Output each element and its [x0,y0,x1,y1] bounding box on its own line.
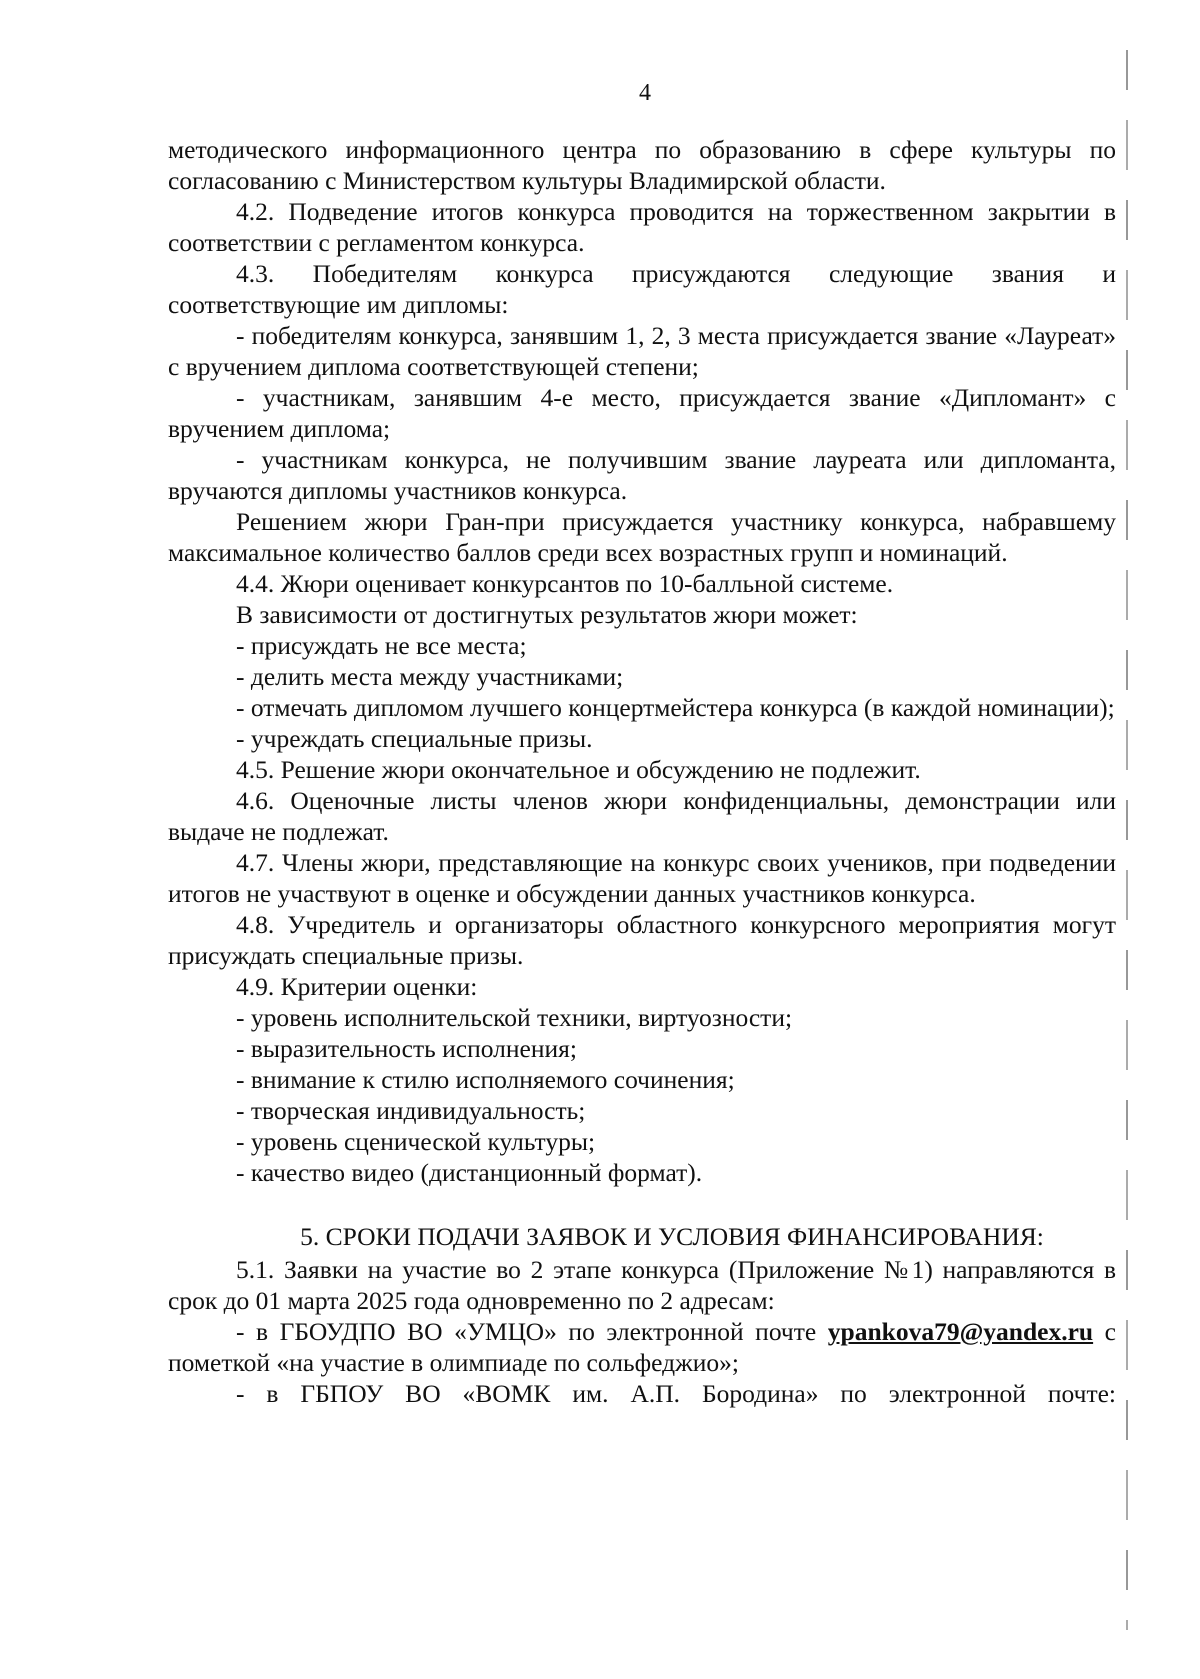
paragraph-4-3: 4.3. Победителям конкурса присуждаются следующие звания и соответствующие им дипломы: [168,259,1116,319]
paragraph-4-2: 4.2. Подведение итогов конкурса проводится на торжественном закрытии в соответствии с регламентом конкурса. [168,197,1116,257]
page-number: 4 [639,80,651,106]
paragraph-laureate: - победителям конкурса, занявшим 1, 2, 3 места присуждается звание «Лауреат» с вручением диплома соответствующей степени; [168,321,1116,381]
criteria-item: - уровень сценической культуры; [236,1127,596,1156]
scan-edge-artifact [1126,50,1128,1630]
paragraph-diplomant: - участникам, занявшим 4-е место, присуждается звание «Дипломант» с вручением диплома; [168,383,1116,443]
address-item-vomk: - в ГБПОУ ВО «ВОМК им. А.П. Бородина» по электронной почте: [236,1379,1116,1408]
paragraph-4-8: 4.8. Учредитель и организаторы областного конкурсного мероприятия могут присуждать специальные призы. [168,910,1116,970]
paragraph-4-7: 4.7. Члены жюри, представляющие на конкурс своих учеников, при подведении итогов не участвуют в оценке и обсуждении данных участников конкурса. [168,848,1116,908]
section-5-heading: 5. СРОКИ ПОДАЧИ ЗАЯВОК И УСЛОВИЯ ФИНАНСИРОВАНИЯ: [300,1222,1044,1251]
criteria-item: - внимание к стилю исполняемого сочинения; [236,1065,735,1094]
paragraph-5-1: 5.1. Заявки на участие во 2 этапе конкурса (Приложение №1) направляются в срок до 01 марта 2025 года одновременно по 2 адресам: [168,1255,1116,1315]
paragraph-4-9: 4.9. Критерии оценки: [236,972,478,1001]
document-body [168,134,1116,1409]
address-item-umco-suffix: с пометкой «на участие в олимпиаде по сольфеджио»; [168,1317,1116,1377]
criteria-item: - уровень исполнительской техники, виртуозности; [236,1003,793,1032]
paragraph-4-6: 4.6. Оценочные листы членов жюри конфиденциальны, демонстрации или выдаче не подлежат. [168,786,1116,846]
criteria-item: - творческая индивидуальность; [236,1096,586,1125]
criteria-item: - качество видео (дистанционный формат). [236,1158,703,1187]
paragraph-jury-may: В зависимости от достигнутых результатов жюри может: [236,600,858,629]
paragraph-4-4: 4.4. Жюри оценивает конкурсантов по 10-балльной системе. [236,569,894,598]
email-link[interactable]: ypankova79@yandex.ru [827,1317,1094,1346]
paragraph-continuation: методического информационного центра по образованию в сфере культуры по согласованию с Министерством культуры Владимирской области. [168,135,1116,195]
paragraph-4-5: 4.5. Решение жюри окончательное и обсуждению не подлежит. [236,755,921,784]
list-item-accompanist: - отмечать дипломом лучшего концертмейстера конкурса (в каждой номинации); [236,693,1115,722]
list-item-places: - присуждать не все места; [236,631,527,660]
criteria-item: - выразительность исполнения; [236,1034,577,1063]
list-item-special-prizes: - учреждать специальные призы. [236,724,593,753]
paragraph-grand-prix: Решением жюри Гран-при присуждается участнику конкурса, набравшему максимальное количество баллов среди всех возрастных групп и номинаций. [168,507,1116,567]
paragraph-participants: - участникам конкурса, не получившим звание лауреата или дипломанта, вручаются дипломы участников конкурса. [168,445,1116,505]
address-item-umco-prefix: - в ГБОУДПО ВО «УМЦО» по электронной почте [236,1317,828,1346]
list-item-share-places: - делить места между участниками; [236,662,624,691]
address-item-umco [168,1316,1116,1378]
